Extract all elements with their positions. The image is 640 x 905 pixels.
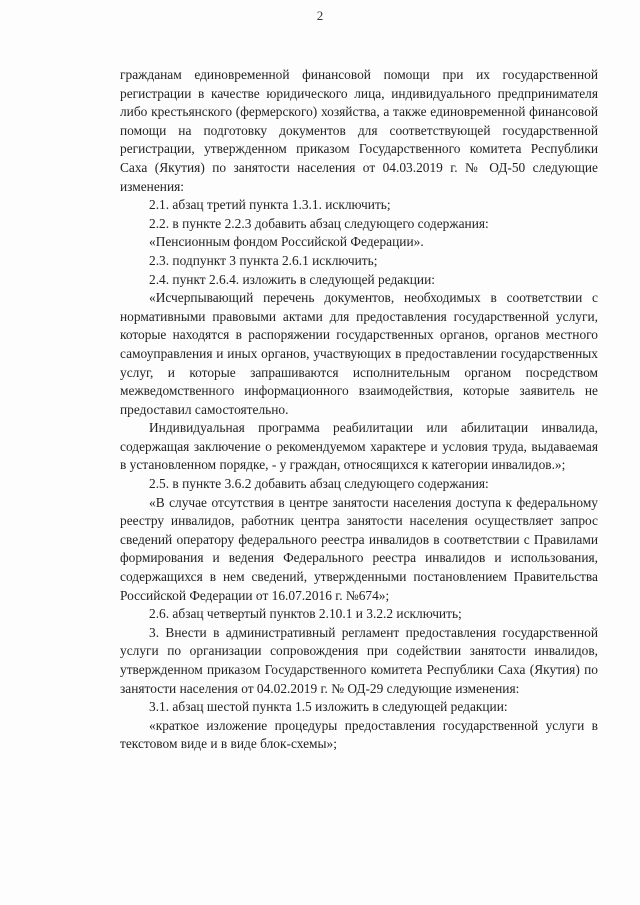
document-body xyxy=(120,66,598,754)
paragraph-quote-pension-fund: «Пенсионным фондом Российской Федерации». xyxy=(149,234,424,250)
paragraph-item-3: 3. Внести в административный регламент предоставления государственной услуги по организации сопровождения при содействии занятости инвалидов, утвержденном приказом Государственного комитета Республики Саха (Якутия) по занятости населения от 04.02.2019 г. № ОД-29 следующие изменения: xyxy=(120,624,598,696)
paragraph-item-2-3: 2.3. подпункт 3 пункта 2.6.1 исключить; xyxy=(149,252,378,268)
paragraph-intro: гражданам единовременной финансовой помощи при их государственной регистрации в качестве юридического лица, индивидуального предпринимателя либо крестьянского (фермерского) хозяйства, а также единовременной финансовой помощи на подготовку документов для соответствующей государственной регистрации, утвержденном приказом Государственного комитета Республики Саха (Якутия) по занятости населения от 04.03.2019 г. № ОД-50 следующие изменения: xyxy=(120,67,598,194)
paragraph-item-3-1: 3.1. абзац шестой пункта 1.5 изложить в следующей редакции: xyxy=(149,699,508,715)
paragraph-item-2-6: 2.6. абзац четвертый пунктов 2.10.1 и 3.2.2 исключить; xyxy=(149,606,462,622)
paragraph-quote-documents-list: «Исчерпывающий перечень документов, необходимых в соответствии с нормативными правовыми актами для предоставления государственной услуги, которые находятся в распоряжении государственных органов, органов местного самоуправления и иных органов, участвующих в предоставлении государственных услуг, и которые запрашиваются исполнительным органом посредством межведомственного информационного взаимодействия, которые заявитель не предоставил самостоятельно. xyxy=(120,290,598,417)
paragraph-rehabilitation-program: Индивидуальная программа реабилитации или абилитации инвалида, содержащая заключение о рекомендуемом характере и условия труда, выдаваемая в установленном порядке, - у граждан, относящихся к категории инвалидов.»; xyxy=(120,420,598,473)
paragraph-item-2-1: 2.1. абзац третий пункта 1.3.1. исключить; xyxy=(149,197,391,213)
paragraph-item-2-4: 2.4. пункт 2.6.4. изложить в следующей редакции: xyxy=(149,271,435,287)
page-number: 2 xyxy=(316,8,324,23)
paragraph-item-2-5: 2.5. в пункте 3.6.2 добавить абзац следующего содержания: xyxy=(149,476,489,492)
paragraph-item-2-2: 2.2. в пункте 2.2.3 добавить абзац следующего содержания: xyxy=(149,215,489,231)
paragraph-quote-procedure: «краткое изложение процедуры предоставления государственной услуги в текстовом виде и в виде блок-схемы»; xyxy=(120,717,598,752)
paragraph-quote-registry: «В случае отсутствия в центре занятости населения доступа к федеральному реестру инвалидов, работник центра занятости населения осуществляет запрос сведений оператору федерального реестра инвалидов в соответствии с Правилами формирования и ведения Федерального реестра инвалидов и использования, содержащихся в нем сведений, утвержденными постановлением Правительства Российской Федерации от 16.07.2016 г. №674»; xyxy=(120,494,598,603)
